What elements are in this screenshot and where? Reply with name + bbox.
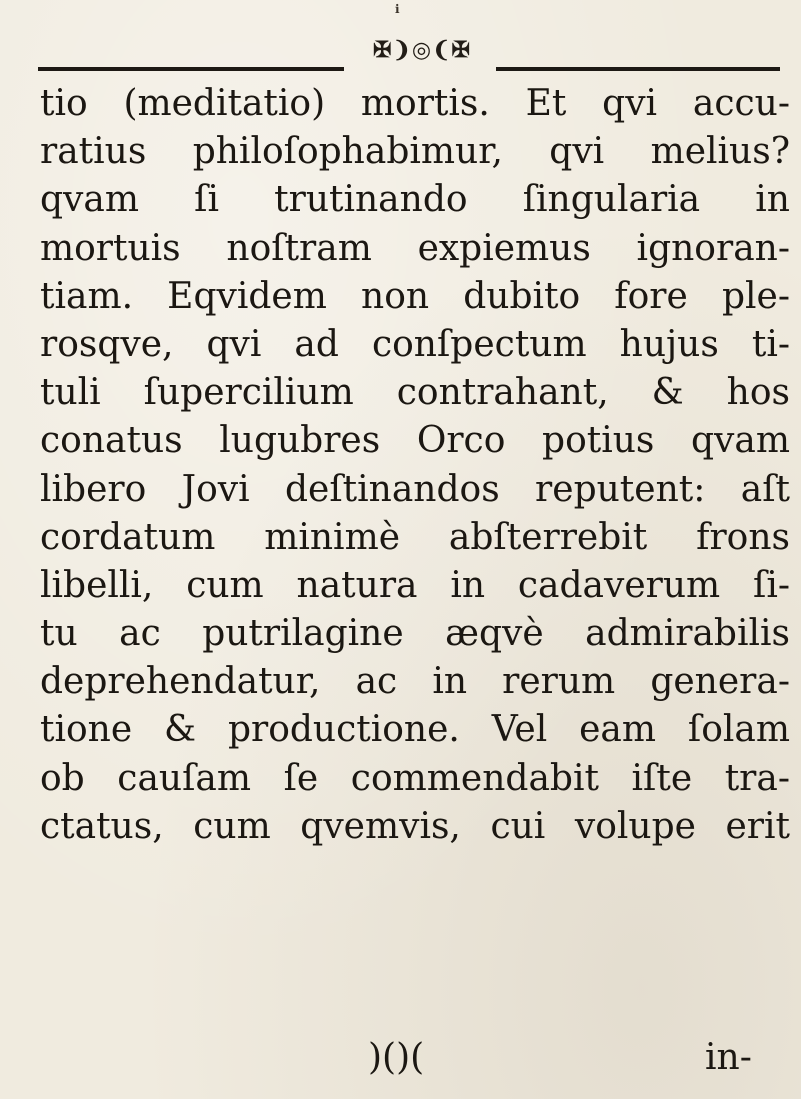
- text-line-1: tio (meditatio) mortis. Et qvi accu-: [40, 83, 790, 124]
- text-line-11: libelli, cum natura in cadaverum ſi-: [40, 564, 790, 606]
- text-line-8: conatus lugubres Orco potius qvam: [40, 420, 790, 462]
- text-line-10: cordatum minimè abſterrebit frons: [40, 516, 790, 558]
- text-line-3: qvam ſi trutinando ſingularia in: [40, 179, 790, 221]
- text-line-9: libero Jovi deſtinandos reputent: aſt: [40, 468, 790, 510]
- body-text: [40, 80, 790, 851]
- text-line-6: rosqve, qvi ad conſpectum hujus ti-: [40, 323, 790, 365]
- text-line-15: ob cauſam ſe commendabit iſte tra-: [40, 757, 790, 799]
- catchword: in-: [705, 1037, 752, 1078]
- text-line-14: tione & productione. Vel eam ſolam: [40, 709, 790, 751]
- header-rule-left: [38, 67, 344, 71]
- text-line-13: deprehendatur, ac in rerum genera-: [40, 661, 790, 703]
- text-line-4: mortuis noſtram expiemus ignoran-: [40, 227, 790, 269]
- page-footer: [0, 1033, 801, 1083]
- header-rule-right: [496, 67, 780, 71]
- text-line-2: ratius philoſophabimur, qvi melius?: [40, 131, 790, 173]
- text-line-5: tiam. Eqvidem non dubito fore ple-: [40, 275, 790, 317]
- top-mark: ℹ: [395, 2, 400, 16]
- text-line-16: ctatus, cum qvemvis, cui volupe erit: [40, 805, 790, 847]
- header-ornament: ✠❩◎❨✠: [373, 37, 471, 63]
- text-line-12: tu ac putrilagine æqvè admirabilis: [40, 613, 790, 655]
- text-line-7: tuli ſupercilium contrahant, & hos: [40, 372, 790, 414]
- footer-ornament: )()(: [368, 1037, 425, 1078]
